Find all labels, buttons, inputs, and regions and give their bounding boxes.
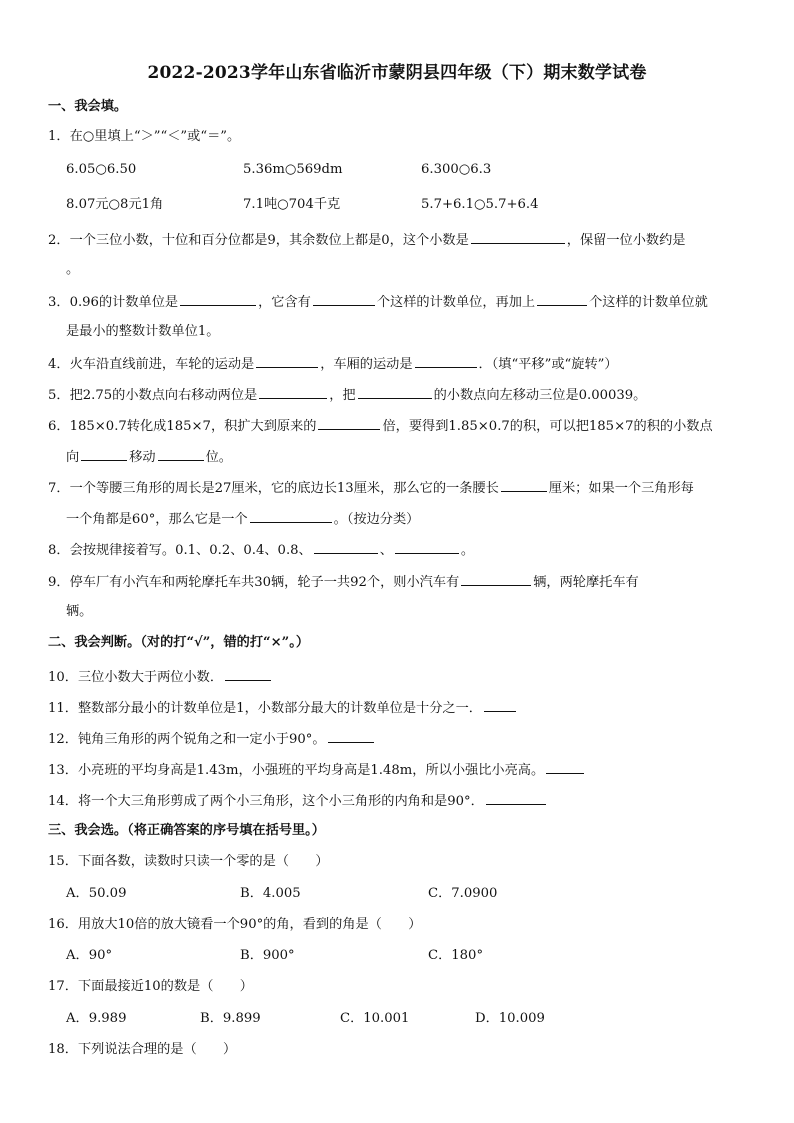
- q16-stem: 16．用放大10倍的放大镜看一个90°的角，看到的角是（ ）: [48, 917, 422, 932]
- q8-line: [48, 540, 474, 560]
- q7-line1: [48, 478, 694, 498]
- q3-text: 个这样的计数单位，再加上: [376, 295, 536, 310]
- judge-item: [48, 760, 586, 780]
- judge-text: 11．整数部分最小的计数单位是1，小数部分最大的计数单位是十分之一．: [48, 701, 482, 716]
- q6-text: 向: [66, 450, 80, 465]
- q6-text: 移动: [129, 450, 156, 465]
- q4-text: ．（填“平移”或“旋转”）: [478, 357, 618, 372]
- section-3-heading: 三、我会选。（将正确答案的序号填在括号里。）: [48, 823, 325, 838]
- q6-text: 倍，要得到1.85×0.7的积，可以把185×7的积的小数点: [382, 419, 713, 434]
- q5-text: 的小数点向左移动三位是0.00039。: [433, 388, 647, 403]
- q18-stem: 18．下列说法合理的是（ ）: [48, 1042, 237, 1057]
- q2-text: 2．一个三位小数，十位和百分位都是9，其余数位上都是0，这个小数是: [48, 233, 469, 248]
- judge-text: 10．三位小数大于两位小数．: [48, 670, 224, 685]
- q2-line1: [48, 230, 685, 250]
- answer-blank[interactable]: [471, 230, 565, 244]
- q6-line1: [48, 416, 713, 436]
- q8-text: 、: [379, 543, 393, 558]
- q1-item: 6.300○6.3: [421, 162, 492, 177]
- q8-text: 。: [460, 543, 475, 558]
- answer-blank[interactable]: [250, 509, 332, 523]
- q4-line: [48, 354, 618, 374]
- answer-blank[interactable]: [256, 354, 318, 368]
- judge-item: [48, 698, 518, 718]
- option-d[interactable]: D．10.009: [475, 1011, 545, 1026]
- q6-text: 位。: [205, 450, 232, 465]
- option-a[interactable]: A．9.989: [66, 1011, 127, 1026]
- answer-blank[interactable]: [313, 292, 375, 306]
- answer-blank[interactable]: [314, 540, 378, 554]
- answer-blank[interactable]: [259, 385, 327, 399]
- q9-text: 辆，两轮摩托车有: [533, 575, 639, 590]
- answer-blank[interactable]: [501, 478, 547, 492]
- q1-item: 7.1吨○704千克: [243, 197, 341, 212]
- q1-item: 5.7+6.1○5.7+6.4: [421, 197, 539, 212]
- judge-item: [48, 667, 273, 687]
- judge-text: 12．钝角三角形的两个锐角之和一定小于90°。: [48, 732, 326, 747]
- option-c[interactable]: C．180°: [428, 948, 484, 963]
- q3-line2: 是最小的整数计数单位1。: [66, 324, 220, 339]
- section-1-heading: 一、我会填。: [48, 99, 128, 114]
- q3-text: 3．0.96的计数单位是: [48, 295, 179, 310]
- q2-text: ，保留一位小数约是: [566, 233, 686, 248]
- q1-item: 8.07元○8元1角: [66, 197, 164, 212]
- answer-blank[interactable]: [81, 447, 127, 461]
- q9-text: 9．停车厂有小汽车和两轮摩托车共30辆，轮子一共92个，则小汽车有: [48, 575, 460, 590]
- q15-stem: 15．下面各数，读数时只读一个零的是（ ）: [48, 854, 329, 869]
- q8-text: 8．会按规律接着写。0.1、0.2、0.4、0.8、: [48, 543, 312, 558]
- q1-stem: 1．在○里填上“＞”“＜”或“＝”。: [48, 129, 241, 144]
- q5-text: 5．把2.75的小数点向右移动两位是: [48, 388, 258, 403]
- q7-text: 。（按边分类）: [333, 512, 420, 527]
- answer-blank[interactable]: [158, 447, 204, 461]
- answer-blank[interactable]: [484, 698, 516, 712]
- q5-text: ，把: [329, 388, 356, 403]
- answer-blank[interactable]: [461, 572, 531, 586]
- q2-line2: 。: [66, 262, 80, 277]
- q3-text: ，它含有: [258, 295, 311, 310]
- q6-line2: [66, 447, 232, 467]
- page-title: 2022-2023学年山东省临沂市蒙阴县四年级（下）期末数学试卷: [147, 63, 647, 83]
- answer-blank[interactable]: [358, 385, 432, 399]
- q9-line2: 辆。: [66, 604, 93, 619]
- answer-blank[interactable]: [395, 540, 459, 554]
- q7-text: 一个角都是60°，那么它是一个: [66, 512, 248, 527]
- answer-blank[interactable]: [225, 667, 271, 681]
- q4-text: 4．火车沿直线前进，车轮的运动是: [48, 357, 255, 372]
- q1-item: 5.36m○569dm: [243, 162, 343, 177]
- option-c[interactable]: C．10.001: [340, 1011, 410, 1026]
- answer-blank[interactable]: [537, 292, 587, 306]
- q4-text: ，车厢的运动是: [320, 357, 413, 372]
- q7-text: 7．一个等腰三角形的周长是27厘米，它的底边长13厘米，那么它的一条腰长: [48, 481, 499, 496]
- answer-blank[interactable]: [486, 791, 546, 805]
- option-b[interactable]: B．900°: [240, 948, 295, 963]
- answer-blank[interactable]: [415, 354, 477, 368]
- q6-text: 6．185×0.7转化成185×7，积扩大到原来的: [48, 419, 317, 434]
- q3-line1: [48, 292, 708, 312]
- answer-blank[interactable]: [328, 729, 374, 743]
- answer-blank[interactable]: [318, 416, 380, 430]
- q9-line1: [48, 572, 639, 592]
- q5-line: [48, 385, 646, 405]
- option-b[interactable]: B．9.899: [200, 1011, 261, 1026]
- option-a[interactable]: A．90°: [66, 948, 113, 963]
- judge-item: [48, 729, 376, 749]
- q3-text: 个这样的计数单位就: [589, 295, 708, 310]
- answer-blank[interactable]: [180, 292, 256, 306]
- q7-text: 厘米；如果一个三角形每: [548, 481, 694, 496]
- judge-text: 14．将一个大三角形剪成了两个小三角形，这个小三角形的内角和是90°．: [48, 794, 484, 809]
- option-b[interactable]: B．4.005: [240, 886, 301, 901]
- option-c[interactable]: C．7.0900: [428, 886, 498, 901]
- section-2-heading: 二、我会判断。（对的打“√”，错的打“×”。）: [48, 635, 310, 650]
- q17-stem: 17．下面最接近10的数是（ ）: [48, 979, 253, 994]
- judge-text: 13．小亮班的平均身高是1.43m，小强班的平均身高是1.48m，所以小强比小亮高。: [48, 763, 545, 778]
- answer-blank[interactable]: [546, 760, 584, 774]
- option-a[interactable]: A．50.09: [66, 886, 127, 901]
- q7-line2: [66, 509, 419, 529]
- q1-item: 6.05○6.50: [66, 162, 137, 177]
- judge-item: [48, 791, 548, 811]
